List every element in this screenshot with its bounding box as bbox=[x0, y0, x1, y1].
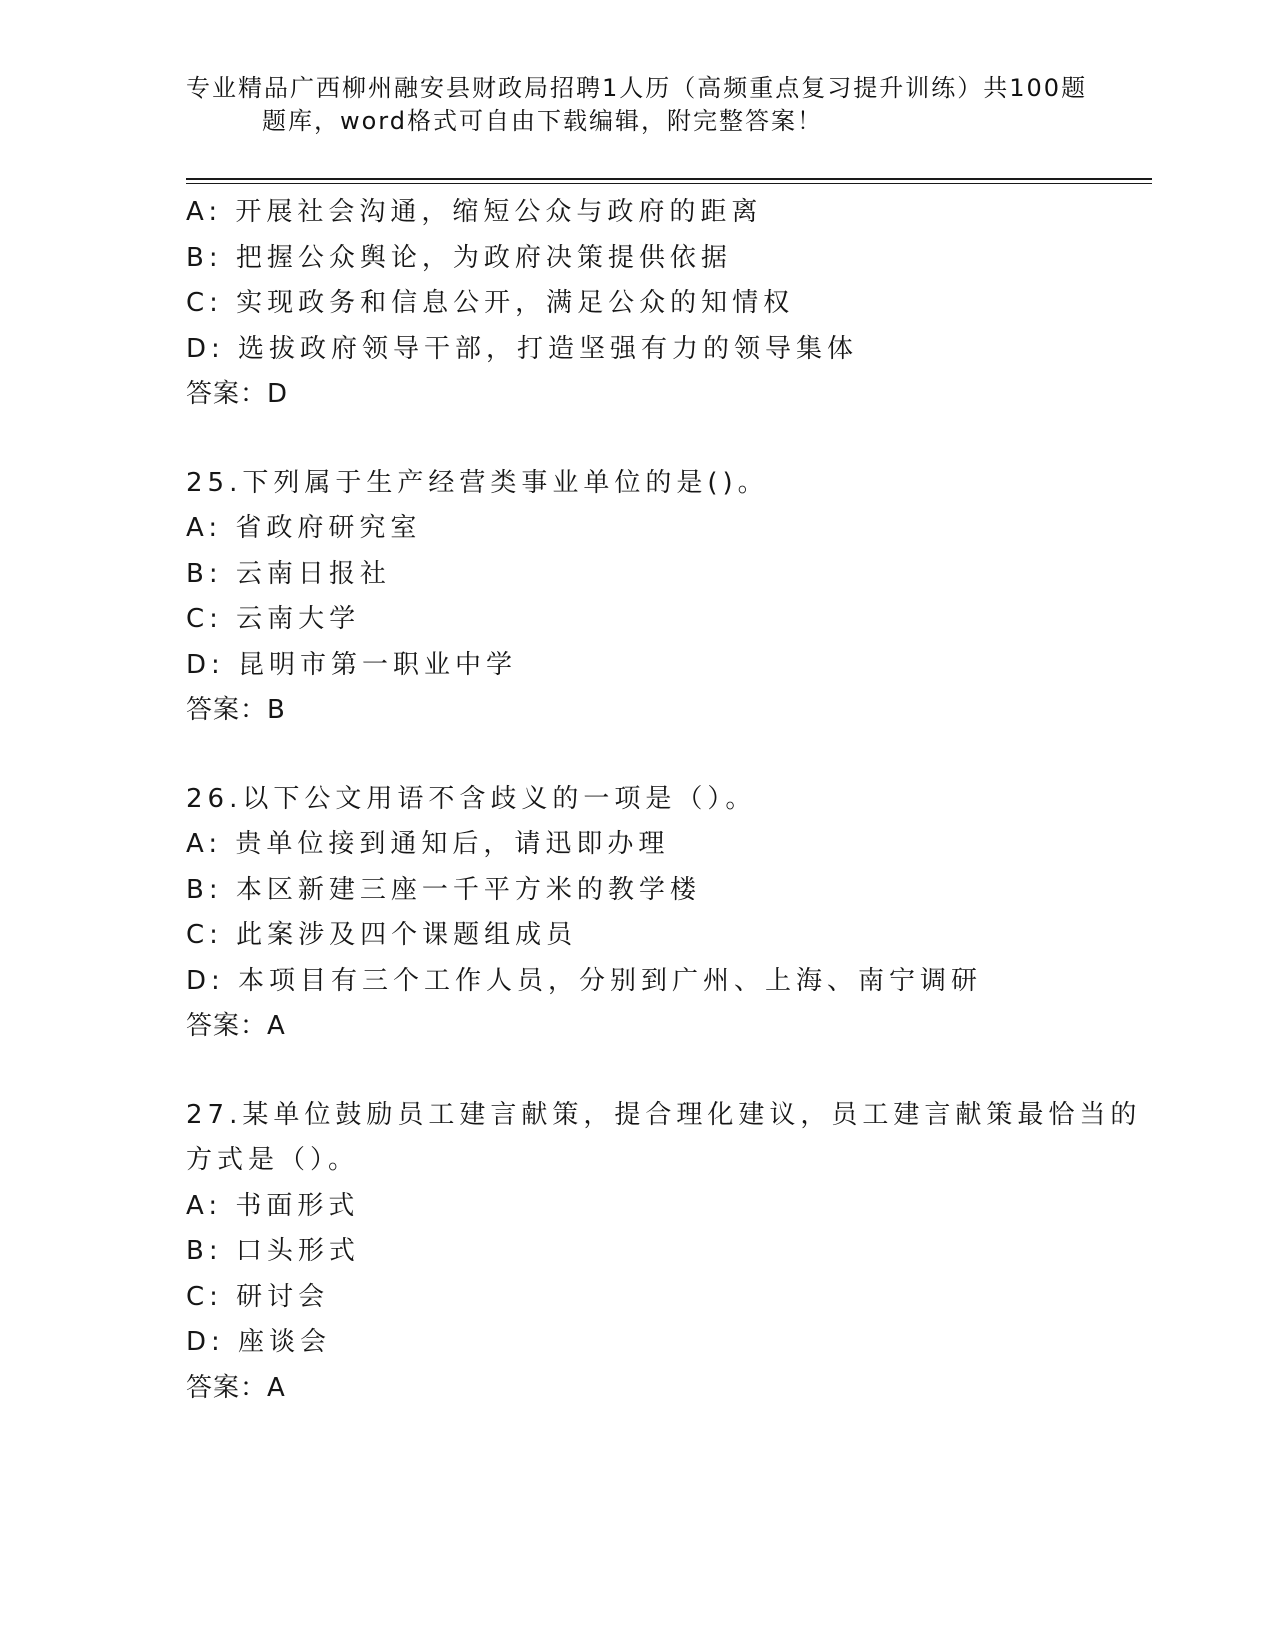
question-spacer bbox=[186, 418, 1106, 461]
option-c: C: 实现政务和信息公开，满足公众的知情权 bbox=[186, 288, 795, 318]
option-b: B: 云南日报社 bbox=[186, 558, 391, 589]
answer-line: 答案：B bbox=[186, 695, 286, 725]
question-text: 25.下列属于生产经营类事业单位的是()。 bbox=[186, 467, 769, 498]
option-b: B: 本区新建三座一千平方米的教学楼 bbox=[186, 874, 701, 905]
header-divider-thin bbox=[186, 183, 1152, 184]
option-a: A: 开展社会沟通，缩短公众与政府的距离 bbox=[186, 197, 763, 227]
question-spacer bbox=[186, 1050, 1106, 1093]
option-b: B: 把握公众舆论，为政府决策提供依据 bbox=[186, 242, 732, 273]
option-a: A: 省政府研究室 bbox=[186, 513, 422, 543]
option-c: C: 研讨会 bbox=[186, 1281, 330, 1312]
answer-line: 答案：A bbox=[186, 1372, 286, 1403]
header-title-line-1: 专业精品广西柳州融安县财政局招聘1人历（高频重点复习提升训练）共100题 bbox=[186, 74, 1088, 102]
option-a: A: 贵单位接到通知后，请迅即办理 bbox=[186, 829, 670, 859]
question-block-24 bbox=[186, 190, 1106, 418]
option-b: B: 口头形式 bbox=[186, 1236, 360, 1266]
question-block-25 bbox=[186, 461, 1106, 734]
question-list bbox=[186, 190, 1142, 1411]
question-text-line-2: 方式是（）。 bbox=[186, 1145, 360, 1175]
question-text: 26.以下公文用语不含歧义的一项是（）。 bbox=[186, 783, 757, 814]
document-header bbox=[186, 72, 1088, 138]
question-text-line-1: 27.某单位鼓励员工建言献策，提合理化建议，员工建言献策最恰当的 bbox=[186, 1099, 1142, 1130]
question-block-27 bbox=[186, 1093, 1142, 1412]
answer-line: 答案：A bbox=[186, 1011, 286, 1041]
question-block-26 bbox=[186, 777, 1106, 1050]
question-spacer bbox=[186, 734, 1106, 777]
option-a: A: 书面形式 bbox=[186, 1190, 360, 1221]
option-d: D: 选拔政府领导干部，打造坚强有力的领导集体 bbox=[186, 333, 859, 364]
answer-line: 答案：D bbox=[186, 379, 289, 409]
option-c: C: 云南大学 bbox=[186, 604, 361, 634]
option-c: C: 此案涉及四个课题组成员 bbox=[186, 920, 578, 950]
option-d: D: 昆明市第一职业中学 bbox=[186, 649, 518, 680]
option-d: D: 本项目有三个工作人员，分别到广州、上海、南宁调研 bbox=[186, 965, 983, 996]
option-d: D: 座谈会 bbox=[186, 1327, 332, 1357]
header-divider-thick bbox=[186, 178, 1152, 180]
header-title-line-2: 题库，word格式可自由下载编辑，附完整答案！ bbox=[262, 107, 823, 135]
